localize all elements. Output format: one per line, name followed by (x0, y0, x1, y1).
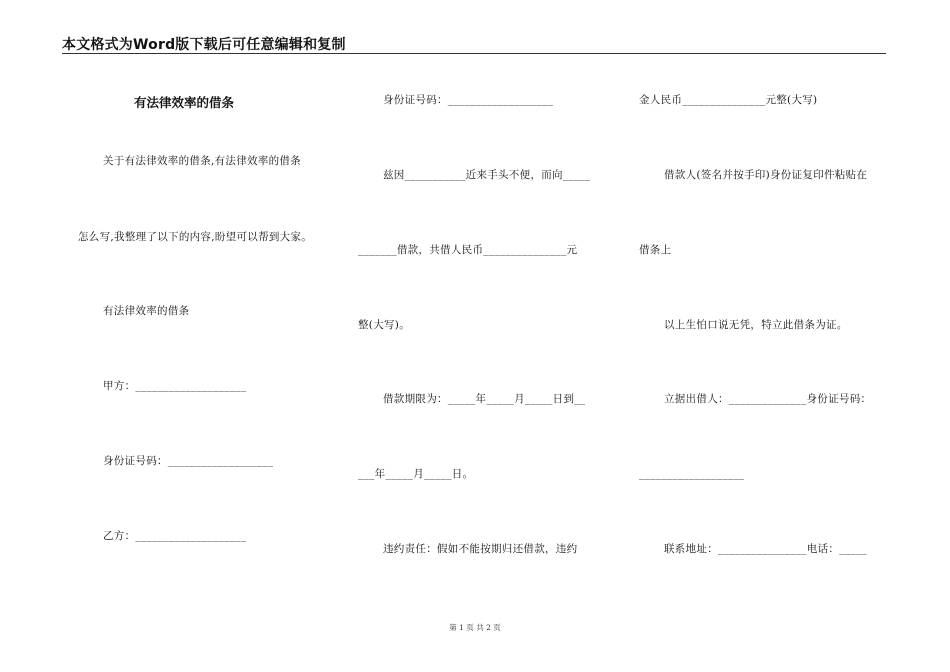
statement-line: 以上生怕口说无凭，特立此借条为证。 (664, 319, 848, 331)
subtitle: 有法律效率的借条 (103, 305, 190, 317)
header-divider (62, 53, 886, 54)
intro-line-1: 关于有法律效率的借条,有法律效率的借条 (103, 155, 302, 167)
signer-line: 立据出借人：______________身份证号码： (664, 393, 872, 405)
reason-line: 兹因___________近来手头不便，而向_____ (383, 169, 591, 181)
term-line-2: ___年_____月_____日。 (358, 468, 474, 480)
party-b-id-field: 身份证号码：___________________ (383, 94, 554, 106)
document-title: 有法律效率的借条 (134, 95, 235, 110)
borrower-line-2: 借条上 (639, 244, 672, 256)
party-a-id-field: 身份证号码：___________________ (103, 455, 274, 467)
signer-id-blank: ___________________ (639, 468, 745, 480)
term-line-1: 借款期限为：_____年_____月_____日到__ (383, 393, 586, 405)
borrower-line-1: 借款人(签名并按手印)身份证复印件粘贴在 (664, 169, 868, 181)
liability-line: 违约责任：假如不能按期归还借款，违约 (383, 543, 578, 555)
document-header: 本文格式为Word版下载后可任意编辑和复制 (62, 37, 346, 53)
intro-line-2: 怎么写,我整理了以下的内容,盼望可以帮到大家。 (78, 231, 313, 243)
page-number: 第 1 页 共 2 页 (449, 623, 501, 632)
contact-line: 联系地址：________________电话：_____ (664, 543, 867, 555)
amount-uppercase-line: 整(大写)。 (358, 319, 410, 331)
party-b-field: 乙方：____________________ (103, 530, 247, 542)
party-a-field: 甲方：____________________ (103, 380, 247, 392)
loan-amount-line: _______借款，共借人民币_______________元 (358, 244, 578, 256)
amount-line: 金人民币_______________元整(大写) (639, 94, 818, 106)
